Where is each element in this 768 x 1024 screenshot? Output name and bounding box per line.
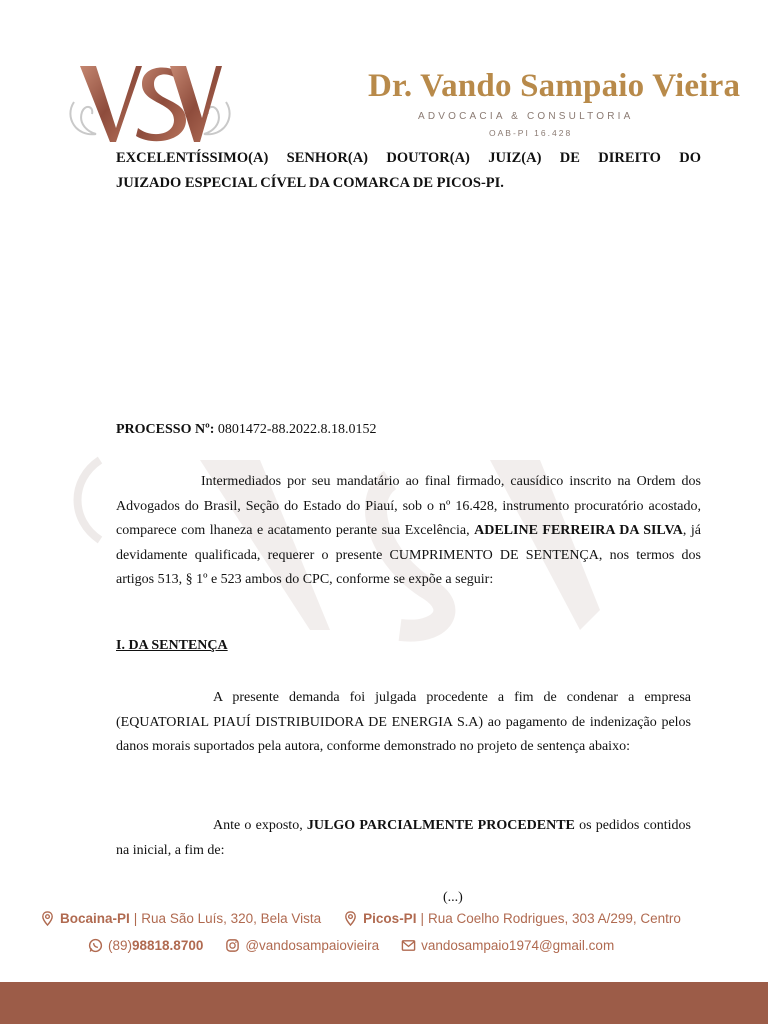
brand-oab: OAB-PI 16.428 <box>489 128 573 138</box>
location-pin-icon <box>343 911 358 926</box>
process-value: 0801472-88.2022.8.18.0152 <box>214 422 377 437</box>
footer-addresses <box>40 911 681 926</box>
phone-number[interactable]: 98818.8700 <box>132 938 204 953</box>
addressee <box>116 146 701 196</box>
whatsapp-icon <box>88 938 103 953</box>
ruling-bold: JULGO PARCIALMENTE PROCEDENTE <box>306 818 575 833</box>
ellipsis: (...) <box>443 890 463 905</box>
vsv-logo <box>66 62 234 146</box>
process-number <box>116 422 377 438</box>
ruling-text-1: Ante o exposto, <box>213 818 307 833</box>
separator: | <box>133 911 138 926</box>
addressee-line-1: EXCELENTÍSSIMO(A) SENHOR(A) DOUTOR(A) JUIZ(A) DE DIREITO DO <box>116 150 701 166</box>
office1-address: Rua São Luís, 320, Bela Vista <box>141 911 322 926</box>
intro-text-1: Intermediados por seu mandatário ao final firmado, causídico inscrito na Ordem dos Advogados do Brasil, Seção do Estado do Piauí, sob o nº 16.428, instrumento procuratório acostado, comparece com lhaneza e acatamento perante sua Excelência, <box>116 474 701 538</box>
addressee-line-2: JUIZADO ESPECIAL CÍVEL DA COMARCA DE PICOS-PI. <box>116 175 504 191</box>
mail-icon <box>401 938 416 953</box>
intro-text-2: , já devidamente qualificada, requerer o presente CUMPRIMENTO DE SENTENÇA, nos termos dos artigos 513, § 1º e 523 ambos do CPC, conforme se expõe a seguir: <box>116 523 701 587</box>
instagram-handle[interactable]: @vandosampaiovieira <box>245 938 380 953</box>
location-pin-icon <box>40 911 55 926</box>
party-name: ADELINE FERREIRA DA SILVA <box>474 523 683 538</box>
process-label: PROCESSO Nº: <box>116 422 215 437</box>
phone-ddd: (89) <box>108 938 133 953</box>
footer-bar <box>0 982 768 1024</box>
section-title: I. DA SENTENÇA <box>116 638 228 653</box>
office2-city: Picos-PI <box>363 911 417 926</box>
ruling-paragraph <box>116 814 691 863</box>
intro-paragraph <box>116 470 701 593</box>
instagram-icon <box>225 938 240 953</box>
brand-name: Dr. Vando Sampaio Vieira <box>368 68 741 104</box>
email-address[interactable]: vandosampaio1974@gmail.com <box>421 938 615 953</box>
ruling-text-2: os pedidos contidos na inicial, a fim de: <box>116 818 691 858</box>
separator: | <box>420 911 424 926</box>
office2-address: Rua Coelho Rodrigues, 303 A/299, Centro <box>427 911 681 926</box>
footer-contacts <box>88 938 614 953</box>
office1-city: Bocaina-PI <box>60 911 130 926</box>
sentence-paragraph: A presente demanda foi julgada procedente a fim de condenar a empresa (EQUATORIAL PIAUÍ DISTRIBUIDORA DE ENERGIA S.A) ao pagamento de indenização pelos danos morais suportados pela autora, conforme demonstrado no projeto de sentença abaixo: <box>116 690 691 754</box>
brand-subtitle: ADVOCACIA & CONSULTORIA <box>418 111 634 122</box>
